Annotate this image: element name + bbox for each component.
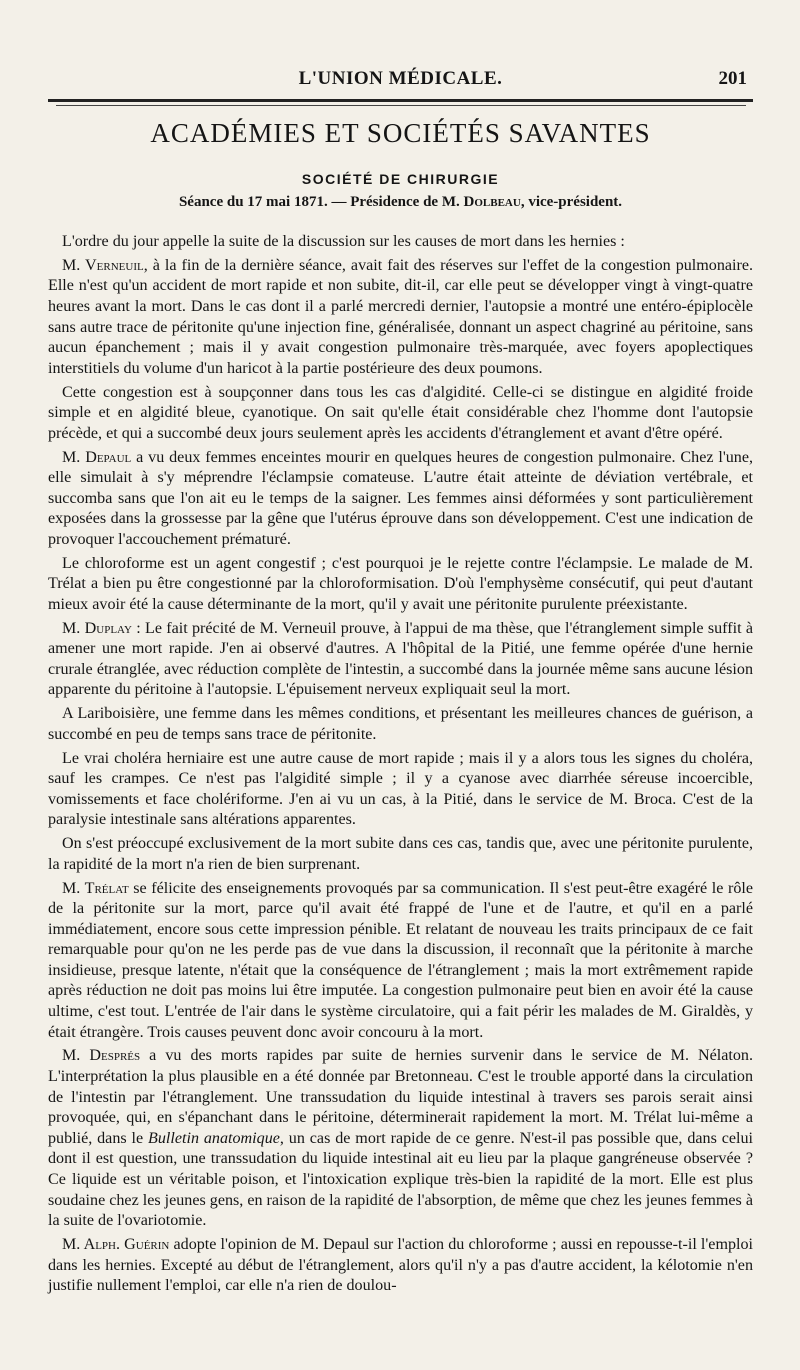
paragraph: M. Depaul a vu deux femmes enceintes mourir en quelques heures de congestion pulmonaire. Chez l'une, elle simulait à s'y méprendre l'éclampsie comateuse. L'autre était atteinte de déviation vertébrale, et succomba sans que l'on ait eu le temps de la saigner. Les femmes ainsi déformées y sont particulièrement exposées dans la grossesse par la gêne que l'utérus éprouve dans son développement. C'est une indication de provoquer l'accouchement prématuré. (48, 448, 753, 548)
paragraph: Le chloroforme est un agent congestif ; c'est pourquoi je le rejette contre l'éclampsie. Le malade de M. Trélat a bien pu être congestionné par la chloroformisation. D'où l'emphysème consécutif, qui peut d'autant mieux avoir été la cause déterminante de la mort, qu'il y avait une péritonite purulente préexistante. (48, 554, 753, 613)
paragraph: M. Alph. Guérin adopte l'opinion de M. Depaul sur l'action du chloroforme ; aussi en repousse-t-il l'emploi dans les hernies. Excepté au début de l'étranglement, alors qu'il n'y a pas d'autre accident, la kélotomie n'en justifie nullement l'emploi, car elle n'a rien de doulou- (48, 1235, 753, 1295)
italic-title: Bulletin anatomique (148, 1129, 280, 1147)
session-before: Séance du (178, 194, 248, 210)
speaker: M. Depaul (62, 448, 132, 466)
header-rule-thin (56, 105, 746, 106)
section-title: ACADÉMIES ET SOCIÉTÉS SAVANTES (150, 118, 651, 148)
running-header (48, 68, 753, 94)
paragraph: Cette congestion est à soupçonner dans tous les cas d'algidité. Celle-ci se distingue en algidité froide simple et en algidité bleue, cyanotique. On sait qu'elle était considérable chez l'homme dont l'autopsie précède, et qui a succombé deux jours seulement après les accidents d'étranglement et avant d'être opéré. (48, 383, 753, 442)
article-body (48, 232, 753, 1300)
paragraph: M. Trélat se félicite des enseignements provoqués par sa communication. Il s'est peut-être exagéré le rôle de la péritonite sur la mort, parce qu'il avait été frappé de l'une et de l'autre, et qu'il en a parlé immédiatement, encore sous cette impression pénible. Et relatant de nouveau les traits principaux de ce fait remarquable pour qu'on ne les perde pas de vue dans la discussion, il reconnaît que la péritonite à marche insidieuse, presque latente, n'était que la conséquence de l'étranglement ; mais la mort extrêmement rapide après réduction ne doit pas moins lui être imputée. La congestion pulmonaire peut bien en avoir été la cause ultime, c'est tout. L'entrée de l'air dans le système circulatoire, qui a fait périr les malades de M. Giraldès, y était étrangère. Trois causes peuvent donc avoir concouru à la mort. (48, 879, 753, 1041)
paragraph: M. Després a vu des morts rapides par suite de hernies survenir dans le service de M. Nélaton. L'interprétation la plus plausible en a été donnée par Bretonneau. C'est le trouble apporté dans la circulation de l'intestin par l'étranglement. Une transsudation du liquide intestinal à travers ses parois serait ainsi provoquée, qui, en s'épanchant dans le péritoine, déterminerait rapidement la mort. M. Trélat lui-même a publié, dans le Bulletin anatomique, un cas de mort rapide de ce genre. N'est-il pas possible que, dans celui dont il est question, une transsudation du liquide intestinal ait eu lieu par la plaque gangréneuse observée ? Ce liquide est un véritable poison, et l'intoxication explique très-bien la rapidité de la mort. Elle est plus soudaine chez les jeunes gens, en raison de la rapidité de l'absorption, de même que chez les jeunes femmes à la suite de l'ovariotomie. (48, 1047, 754, 1230)
speaker: M. Trélat (62, 879, 129, 897)
paragraph: M. Duplay : Le fait précité de M. Verneuil prouve, à l'appui de ma thèse, que l'étranglement simple suffit à amener une mort rapide. J'en ai observé d'autres. A l'hôpital de la Pitié, une femme opérée d'une hernie crurale étranglée, avec réduction complète de l'intestin, a succombé dans la journée même sans aucune lésion apparente du péritoine à l'autopsie. L'épuisement nerveux expliquait seul la mort. (48, 619, 754, 699)
paragraph: L'ordre du jour appelle la suite de la discussion sur les causes de mort dans les hernies : (62, 233, 625, 250)
session-president: Dolbeau (463, 194, 521, 210)
header-rule-thick (48, 99, 753, 102)
session-date: 17 mai 1871 (247, 194, 324, 210)
page-number: 201 (718, 68, 747, 89)
society-heading: SOCIÉTÉ DE CHIRURGIE (301, 171, 500, 187)
speaker: M. Alph. Guérin (62, 1235, 170, 1253)
paragraph: M. Verneuil, à la fin de la dernière séance, avait fait des réserves sur l'effet de la congestion pulmonaire. Elle n'est qu'un accident de mort rapide et non subite, dit-il, car elle peut se développer vingt à vingt-quatre heures avant la mort. Dans le cas dont il a parlé mercredi dernier, l'autopsie a montré une entéro-épiplocèle sans autre trace de péritonite qu'une injection fine, généralisée, donnant un aspect chagriné au péritoine, sans aucun épanchement ; mais il y avait congestion pulmonaire très-marquée, avec foyers apoplectiques interstitiels du volume d'un haricot à la partie postérieure des deux poumons. (48, 256, 754, 377)
session-line (48, 194, 753, 211)
journal-title: L'UNION MÉDICALE. (298, 68, 503, 89)
session-after: , vice-président. (520, 194, 623, 210)
speaker: M. Duplay (62, 619, 132, 637)
paragraph: On s'est préoccupé exclusivement de la mort subite dans ces cas, tandis que, avec une péritonite purulente, la rapidité de la mort n'a rien de bien surprenant. (48, 835, 753, 873)
document-page (48, 0, 753, 1370)
speaker: M. Verneuil (62, 256, 144, 274)
session-middle: . — Présidence de M. (323, 194, 464, 210)
paragraph: Le vrai choléra herniaire est une autre cause de mort rapide ; mais il y a alors tous les signes du choléra, sauf les crampes. Ce n'est pas l'algidité simple ; il y a cyanose avec diarrhée séreuse incoercible, vomissements et face cholériforme. J'en ai vu un cas, à la Pitié, dans le service de M. Broca. C'est de la paralysie intestinale sans altérations apparentes. (48, 749, 753, 829)
speaker: M. Després (62, 1047, 141, 1065)
paragraph: A Lariboisière, une femme dans les mêmes conditions, et présentant les meilleures chances de guérison, a succombé en peu de temps sans trace de péritonite. (48, 705, 753, 743)
